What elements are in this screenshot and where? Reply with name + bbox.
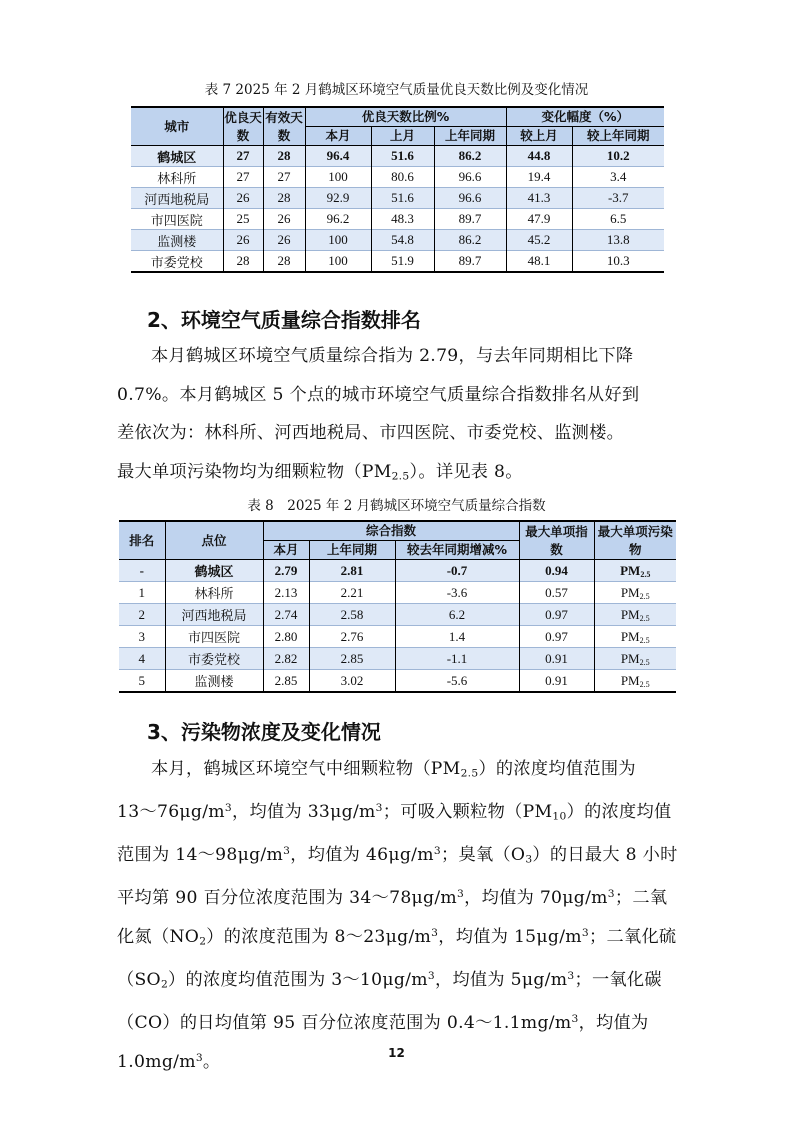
cell: 2.13	[263, 582, 309, 604]
header-last-year: 上年同期	[434, 127, 506, 146]
cell-city: 市委党校	[131, 251, 223, 273]
header-good-days: 优良天数	[223, 107, 263, 146]
cell: 13.8	[572, 230, 664, 251]
cell: 10.2	[572, 146, 664, 167]
cell: 25	[223, 209, 263, 230]
header-vs-last-month: 较上月	[506, 127, 572, 146]
cell: -3.7	[572, 188, 664, 209]
cell: 100	[305, 251, 371, 273]
cell: 0.97	[519, 604, 594, 626]
cell: 89.7	[434, 209, 506, 230]
cell-pollutant: $PM_{2.5}$	[594, 670, 676, 693]
cell: 54.8	[371, 230, 434, 251]
cell-pollutant: $PM_{2.5}$	[594, 648, 676, 670]
cell-rank: 1	[119, 582, 165, 604]
cell: -5.6	[395, 670, 519, 693]
header-max-pollutant: 最大单项污染物	[594, 521, 676, 560]
cell-rank: 2	[119, 604, 165, 626]
table8	[119, 520, 676, 693]
text-line: 差依次为：林科所、河西地税局、市四医院、市委党校、监测楼。	[117, 423, 625, 443]
cell: 2.81	[309, 560, 395, 582]
cell-city: 监测楼	[131, 230, 223, 251]
cell: 28	[263, 188, 305, 209]
cell: 2.58	[309, 604, 395, 626]
cell: 26	[263, 230, 305, 251]
cell-rank: 3	[119, 626, 165, 648]
cell: 1.4	[395, 626, 519, 648]
cell: 96.6	[434, 167, 506, 188]
cell-city: 河西地税局	[131, 188, 223, 209]
cell: 48.1	[506, 251, 572, 273]
cell: 2.82	[263, 648, 309, 670]
header-valid-days: 有效天数	[263, 107, 305, 146]
section2-heading: 2、环境空气质量综合指数排名	[147, 308, 421, 332]
cell-pollutant: $PM_{2.5}$	[594, 560, 676, 582]
cell: 100	[305, 167, 371, 188]
cell: 51.9	[371, 251, 434, 273]
header-last-month: 上月	[371, 127, 434, 146]
table-row	[119, 604, 676, 626]
header-last-year: 上年同期	[309, 541, 395, 560]
cell: 2.74	[263, 604, 309, 626]
cell-site: 鹤城区	[165, 560, 263, 582]
header-ratio-group: 优良天数比例%	[305, 107, 506, 127]
cell-pollutant: $PM_{2.5}$	[594, 582, 676, 604]
cell: 27	[223, 167, 263, 188]
cell: 41.3	[506, 188, 572, 209]
cell-city: 林科所	[131, 167, 223, 188]
table-row	[131, 251, 664, 273]
cell: 86.2	[434, 146, 506, 167]
table-row	[119, 582, 676, 604]
section2-paragraph	[117, 337, 677, 496]
header-vs-last-year: 较上年同期	[572, 127, 664, 146]
header-this-month: 本月	[263, 541, 309, 560]
table-row	[119, 670, 676, 693]
cell: 92.9	[305, 188, 371, 209]
cell: 26	[223, 188, 263, 209]
table-row	[131, 146, 664, 167]
table-row	[131, 230, 664, 251]
cell: 0.97	[519, 626, 594, 648]
cell: 28	[263, 146, 305, 167]
cell: 48.3	[371, 209, 434, 230]
cell: 6.2	[395, 604, 519, 626]
section3-paragraph: 本月，鹤城区环境空气中细颗粒物$(PM_{2.5})$的浓度均值范围为 $13\sim 76\mu g/m^3$，均值为 $33\mu g/m^3$；可吸入颗粒物$(PM_{10})$的浓度均值 范围为 $14\sim 98\mu g/m^3$，均值为 $46\mu g/m^3$；臭氧$(O_3)$的日最大 8 小时 平均第 90 百分位浓度范围为 $34\sim 78\mu g/m^3$，均值为 $70\mu g/m^3$；二氧 化氮$(NO_2)$的浓度范围为 $8\sim 23\mu g/m^3$，均值为 $15\mu g/m^3$；二氧化硫 $(SO_2)$的浓度均值范围为 $3\sim 10\mu g/m^3$，均值为 $5\mu g/m^3$；一氧化碳 （CO）的日均值第 95 百分位浓度范围为 $0.4\sim 1.1mg/m^3$，均值为 $1.0mg/m^3$。	[117, 759, 678, 1072]
cell: 3.4	[572, 167, 664, 188]
cell-site: 河西地税局	[165, 604, 263, 626]
cell: 0.94	[519, 560, 594, 582]
cell: 26	[263, 209, 305, 230]
text-line: 本月鹤城区环境空气质量综合指为 2.79，与去年同期相比下降	[151, 346, 634, 366]
cell: 96.4	[305, 146, 371, 167]
header-this-month: 本月	[305, 127, 371, 146]
cell: 2.85	[309, 648, 395, 670]
table-row	[119, 560, 676, 582]
header-city: 城市	[131, 107, 223, 146]
cell-site: 市委党校	[165, 648, 263, 670]
cell-rank: 4	[119, 648, 165, 670]
header-index-group: 综合指数	[263, 521, 519, 541]
header-change-group: 变化幅度（%）	[506, 107, 664, 127]
cell: -1.1	[395, 648, 519, 670]
subscript: 2.5	[391, 469, 410, 483]
cell-site: 市四医院	[165, 626, 263, 648]
table7-caption: 表 7 2025 年 2 月鹤城区环境空气质量优良天数比例及变化情况	[204, 82, 589, 98]
cell: 44.8	[506, 146, 572, 167]
text-line: 最大单项污染物均为细颗粒物（PM	[117, 461, 392, 482]
cell: 45.2	[506, 230, 572, 251]
cell: 2.85	[263, 670, 309, 693]
cell: 2.21	[309, 582, 395, 604]
cell: 51.6	[371, 188, 434, 209]
cell: 28	[223, 251, 263, 273]
cell: 100	[305, 230, 371, 251]
cell: 19.4	[506, 167, 572, 188]
cell: 28	[263, 251, 305, 273]
cell-site: 林科所	[165, 582, 263, 604]
table-row	[131, 188, 664, 209]
cell: 0.91	[519, 648, 594, 670]
table-row	[131, 167, 664, 188]
cell: 10.3	[572, 251, 664, 273]
cell: 0.57	[519, 582, 594, 604]
cell-city: 市四医院	[131, 209, 223, 230]
cell: -0.7	[395, 560, 519, 582]
cell: 2.79	[263, 560, 309, 582]
cell-rank: 5	[119, 670, 165, 693]
cell: 96.6	[434, 188, 506, 209]
cell: 3.02	[309, 670, 395, 693]
section3-heading: 3、污染物浓度及变化情况	[147, 720, 381, 744]
cell: -3.6	[395, 582, 519, 604]
header-change: 较去年同期增减%	[395, 541, 519, 560]
cell: 96.2	[305, 209, 371, 230]
cell-site: 监测楼	[165, 670, 263, 693]
cell: 6.5	[572, 209, 664, 230]
table7	[131, 106, 664, 273]
cell: 2.80	[263, 626, 309, 648]
cell-pollutant: $PM_{2.5}$	[594, 604, 676, 626]
page-number: 12	[388, 1046, 405, 1060]
table-row	[131, 209, 664, 230]
cell: 51.6	[371, 146, 434, 167]
cell: 27	[223, 146, 263, 167]
cell: 89.7	[434, 251, 506, 273]
cell: 0.91	[519, 670, 594, 693]
cell: 26	[223, 230, 263, 251]
table8-caption: 表 8 2025 年 2 月鹤城区环境空气质量综合指数	[247, 498, 546, 514]
cell: 27	[263, 167, 305, 188]
cell: 47.9	[506, 209, 572, 230]
text-line: 0.7%。本月鹤城区 5 个点的城市环境空气质量综合指数排名从好到	[117, 384, 640, 405]
header-rank: 排名	[119, 521, 165, 560]
header-site: 点位	[165, 521, 263, 560]
cell-rank: -	[119, 560, 165, 582]
cell-city: 鹤城区	[131, 146, 223, 167]
cell-pollutant: $PM_{2.5}$	[594, 626, 676, 648]
table-row	[119, 626, 676, 648]
header-max-index: 最大单项指数	[519, 521, 594, 560]
cell: 80.6	[371, 167, 434, 188]
text-line: ）。详见表 8。	[409, 461, 523, 482]
cell: 2.76	[309, 626, 395, 648]
cell: 86.2	[434, 230, 506, 251]
table-row	[119, 648, 676, 670]
